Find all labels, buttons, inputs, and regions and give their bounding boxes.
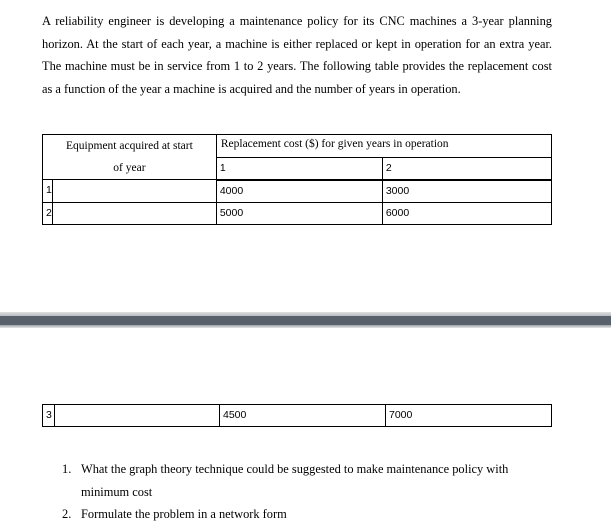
cost-1yr-cell: 4500 [220, 405, 386, 427]
cost-1yr-cell: 5000 [216, 202, 382, 224]
question-item [62, 503, 557, 526]
acquired-year-cell: 2 [43, 202, 53, 224]
acquired-year-cell: 3 [43, 405, 55, 427]
problem-statement: A reliability engineer is developing a maintenance policy for its CNC machines a 3-year planning horizon. At the start of each year, a machine is either replaced or kept in operation for an extra year. The machine must be in service from 1 to 2 years. The following table provides the replacement cost as a function of the year a machine is acquired and the number of years in operation. [42, 14, 552, 96]
question-text: What the graph theory technique could be suggested to make maintenance policy with minimum cost [81, 462, 509, 499]
replacement-cost-table [42, 134, 552, 225]
cost-1yr-cell: 4000 [216, 180, 382, 203]
cost-2yr-cell: 7000 [386, 405, 552, 427]
years-in-operation-2-header: 2 [382, 157, 551, 180]
cost-2yr-cell: 6000 [382, 202, 551, 224]
question-number: 2. [62, 507, 72, 522]
table-row [43, 405, 552, 427]
cost-2yr-cell: 3000 [382, 180, 551, 203]
question-list [62, 458, 557, 526]
replacement-cost-table-continued [42, 404, 552, 427]
question-text: Formulate the problem in a network form [81, 507, 287, 522]
acquired-year-cell: 1 [43, 180, 53, 203]
acquired-year-header-line2: of year [43, 157, 217, 180]
question-item [62, 458, 557, 503]
table-row [43, 180, 552, 203]
replacement-cost-header: Replacement cost ($) for given years in operation [216, 135, 551, 158]
acquired-year-header: Equipment acquired at start [43, 135, 217, 158]
question-number: 1. [62, 462, 72, 476]
page-break-divider [0, 316, 611, 325]
spacer-cell [55, 405, 220, 427]
spacer-cell [52, 180, 216, 203]
table-row [43, 202, 552, 224]
page-break-shadow-bottom [0, 325, 611, 328]
spacer-cell [52, 202, 216, 224]
years-in-operation-1-header: 1 [216, 157, 382, 180]
